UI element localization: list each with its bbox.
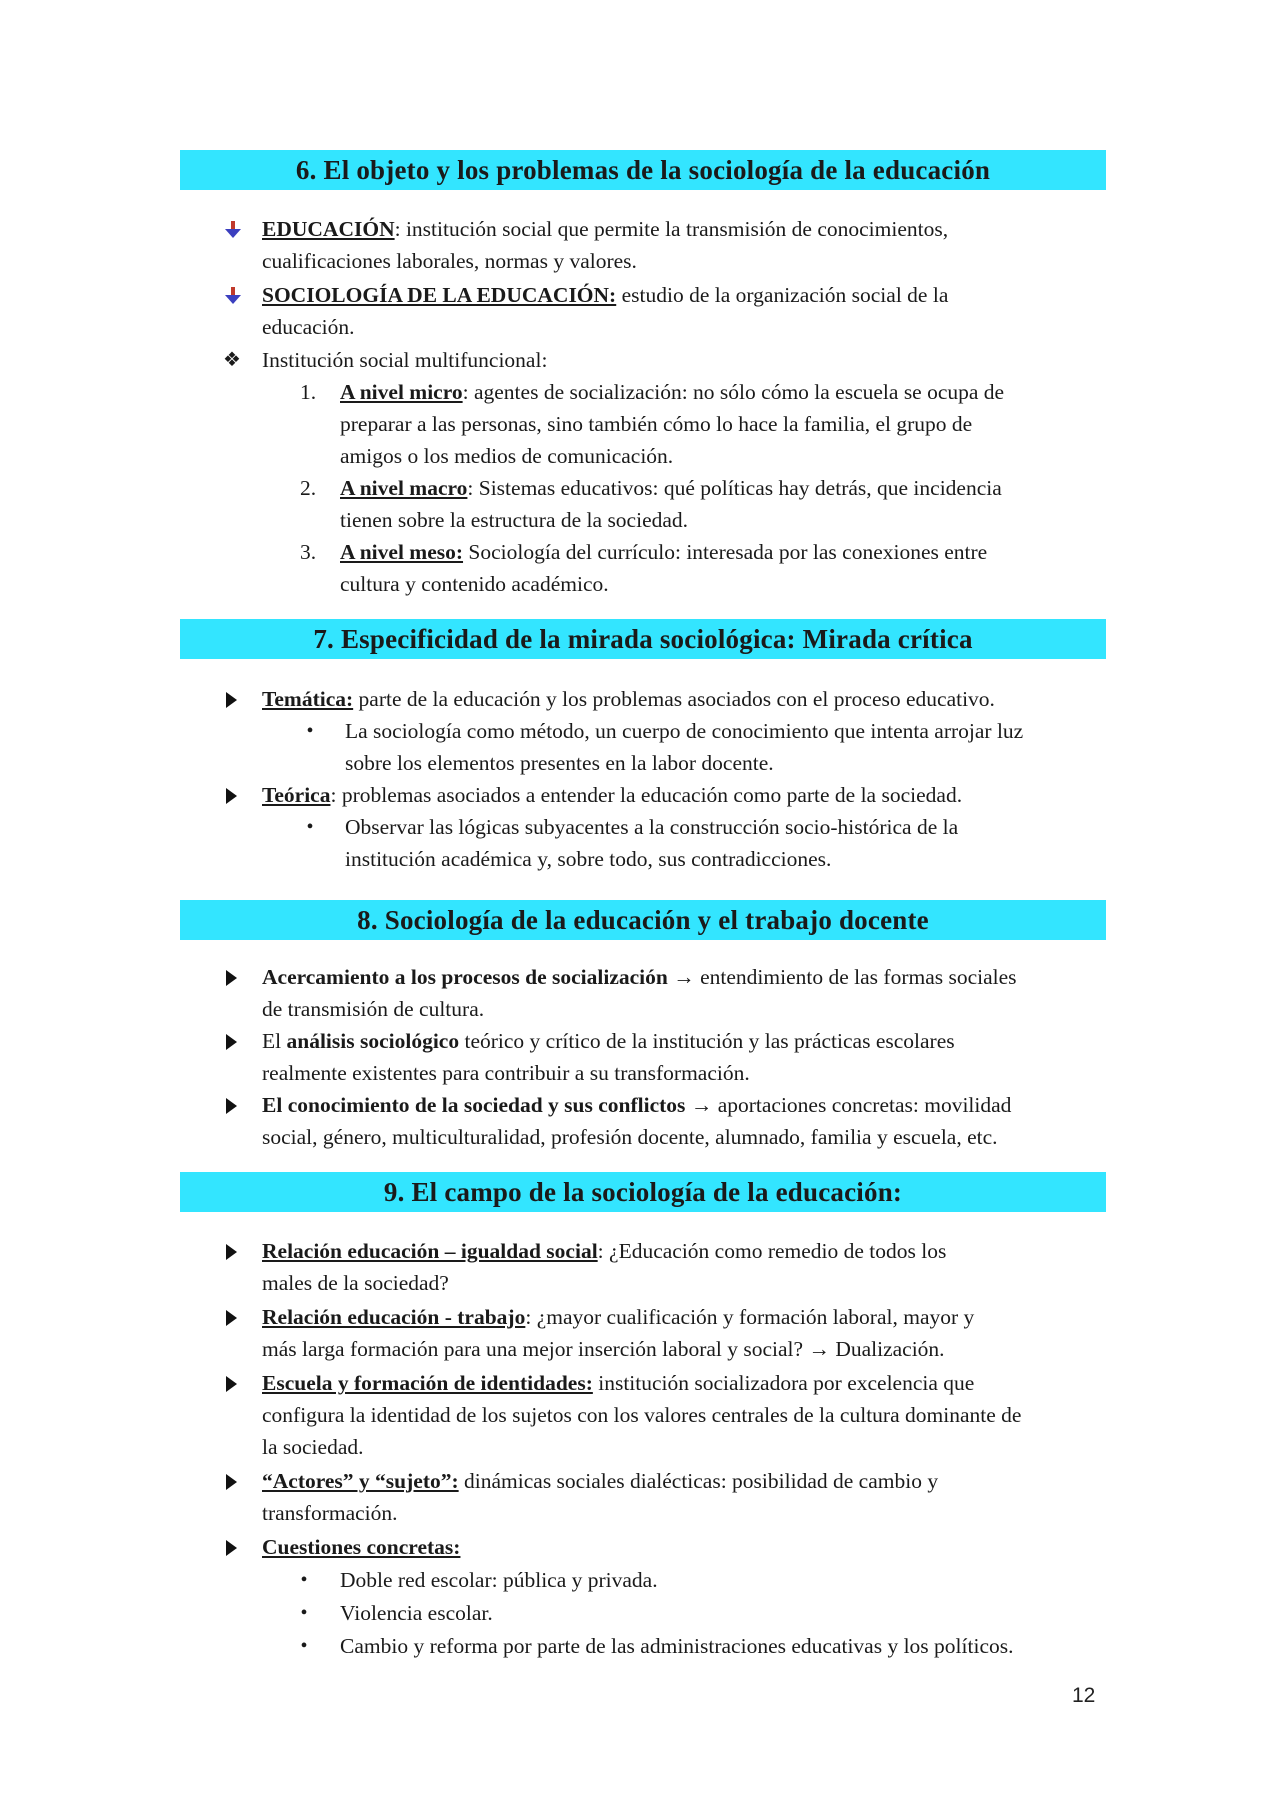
list-item: SOCIOLOGÍA DE LA EDUCACIÓN: estudio de la organización social de la [262, 283, 949, 307]
numbered-item: A nivel meso: Sociología del currículo: interesada por las conexiones entre [340, 540, 988, 564]
arrow-bullet-icon [226, 970, 237, 986]
list-item: Doble red escolar: pública y privada. [340, 1568, 658, 1592]
section-8-heading: 8. Sociología de la educación y el trabajo docente [180, 900, 1106, 940]
dot-bullet-icon: • [306, 720, 314, 742]
arrow-bullet-icon [226, 1244, 237, 1260]
list-item: EDUCACIÓN: institución social que permite la transmisión de conocimientos, [262, 217, 949, 241]
down-arrow-bullet-icon [224, 221, 242, 239]
arrow-bullet-icon [226, 1540, 237, 1556]
list-item: Relación educación – igualdad social: ¿Educación como remedio de todos los [262, 1239, 947, 1263]
numbered-item: A nivel macro: Sistemas educativos: qué políticas hay detrás, que incidencia [340, 476, 1002, 500]
dot-bullet-icon: • [300, 1602, 308, 1624]
arrow-bullet-icon [226, 1310, 237, 1326]
document-page: 6. El objeto y los problemas de la sociología de la educación EDUCACIÓN: institución social que permite la transmisión de conocimientos, cualificaciones laborales, normas y valores. SOCIOLOGÍA DE LA EDUCACIÓN: estudio de la organización social de la educación. ❖ Institución social multifuncional: 1. A nivel micro: agentes de socialización: no sólo cómo la escuela se ocupa de preparar a las personas, sino también cómo lo hace la familia, el grupo de amigos o los medios de comunicación. 2. A nivel macro: Sistemas educativos: qué políticas hay detrás, que incidencia tienen sobre la estructura de la sociedad. 3. A nivel meso: Sociología del currículo: interesada por las conexiones entre cultura y contenido académico. 7. Especificidad de la mirada sociológica: Mirada crítica Temática: parte de la educación y los problemas asociados con el proceso educativo. • La sociología como método, un cuerpo de conocimiento que intenta arrojar luz sobre los elementos presentes en la labor docente. Teórica: problemas asociados a entender la educación como parte de la sociedad. • Observar las lógicas subyacentes a la construcción socio-histórica de la institución académica y, sobre todo, sus contradicciones. 8. Sociología de la educación y el trabajo docente Acercamiento a los procesos de socialización → entendimiento de las formas sociales de transmisión de cultura. El análisis sociológico teórico y crítico de la institución y las prácticas escolares realmente existentes para contribuir a su transformación. El conocimiento de la sociedad y sus conflictos → aportaciones concretas: movilidad social, género, multiculturalidad, profesión docente, alumnado, familia y escuela, etc. 9. El campo de la sociología de la educación: Relación educación – igualdad social: ¿Educación como remedio de todos los males de la sociedad? Relación educación - trabajo: ¿mayor cualificación y formación laboral, mayor y más larga formación para una mejor inserción laboral y social? → Dualización. Escuela y formación de identidades: institución socializadora por excelencia que configura la identidad de los sujetos con los valores centrales de la cultura dominante de la sociedad. “Actores” y “sujeto”: dinámicas sociales dialécticas: posibilidad de cambio y transformación. Cuestiones concretas: • Doble red escolar: pública y privada. • Violencia escolar. • Cambio y reforma por parte de las administraciones educativas y los políticos. 12 [0, 0, 1280, 1809]
arrow-bullet-icon [226, 788, 237, 804]
section-9-heading: 9. El campo de la sociología de la educación: [180, 1172, 1106, 1212]
arrow-bullet-icon [226, 1098, 237, 1114]
list-item: “Actores” y “sujeto”: dinámicas sociales dialécticas: posibilidad de cambio y [262, 1469, 939, 1493]
diamond-bullet-icon: ❖ [223, 349, 241, 371]
section-7-heading: 7. Especificidad de la mirada sociológica: Mirada crítica [180, 619, 1106, 659]
arrow-bullet-icon [226, 1376, 237, 1392]
arrow-bullet-icon [226, 692, 237, 708]
section-6-heading: 6. El objeto y los problemas de la sociología de la educación [180, 150, 1106, 190]
numbered-item: A nivel micro: agentes de socialización: no sólo cómo la escuela se ocupa de [340, 380, 1005, 404]
dot-bullet-icon: • [300, 1635, 308, 1657]
page-number: 12 [1072, 1684, 1096, 1707]
down-arrow-bullet-icon [224, 287, 242, 305]
dot-bullet-icon: • [300, 1569, 308, 1591]
list-item: Violencia escolar. [340, 1601, 493, 1625]
arrow-bullet-icon [226, 1474, 237, 1490]
list-item: Relación educación - trabajo: ¿mayor cualificación y formación laboral, mayor y [262, 1305, 975, 1329]
list-item: Cuestiones concretas: [262, 1535, 461, 1559]
list-item: Acercamiento a los procesos de socialización → entendimiento de las formas sociales [262, 965, 1017, 989]
dot-bullet-icon: • [306, 816, 314, 838]
list-item: Institución social multifuncional: [262, 348, 548, 372]
arrow-bullet-icon [226, 1034, 237, 1050]
list-item: Escuela y formación de identidades: institución socializadora por excelencia que [262, 1371, 975, 1395]
list-item: Temática: parte de la educación y los problemas asociados con el proceso educativo. [262, 687, 995, 711]
list-item: El conocimiento de la sociedad y sus conflictos → aportaciones concretas: movilidad [262, 1093, 1012, 1117]
list-item: Teórica: problemas asociados a entender la educación como parte de la sociedad. [262, 783, 963, 807]
list-item: Cambio y reforma por parte de las administraciones educativas y los políticos. [340, 1634, 1014, 1658]
list-item: El análisis sociológico teórico y crítico de la institución y las prácticas escolares [262, 1029, 955, 1053]
